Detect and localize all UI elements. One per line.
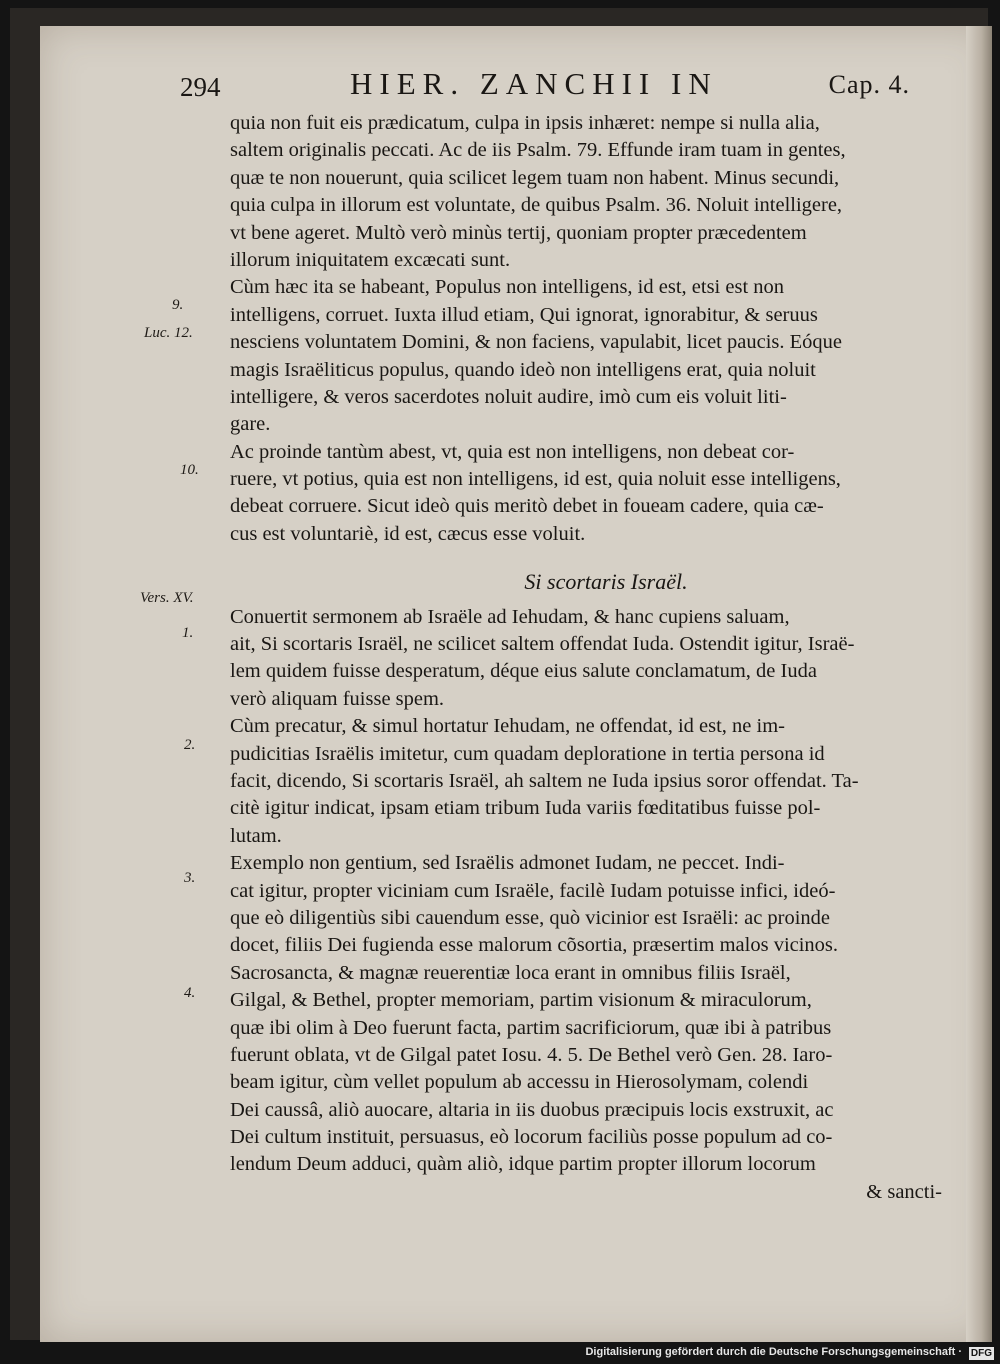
margin-note-3: 3.: [184, 870, 196, 886]
text-line: quæ te non nouerunt, quia scilicet legem tuam non habent. Minus secundi,: [230, 166, 840, 189]
text-line: Dei caussâ, aliò auocare, altaria in iis duobus præcipuis locis exstruxit, ac: [230, 1098, 834, 1121]
text-line: docet, filiis Dei fugienda esse malorum cõsortia, præsertim malos vicinos.: [230, 934, 839, 957]
text-line: Dei cultum instituit, persuasus, eò locorum faciliùs posse populum ad co-: [230, 1126, 833, 1149]
text-line: beam igitur, cùm vellet populum ab accessu in Hierosolymam, colendi: [230, 1071, 809, 1094]
paragraph: [230, 110, 942, 274]
margin-note-vers: Vers. XV.: [140, 590, 194, 606]
text-line: que eò diligentiùs sibi cauendum esse, quò vicinior est Israëli: ac proinde: [230, 906, 831, 929]
text-line: Exemplo non gentium, sed Israëlis admonet Iudam, ne peccet. Indi-: [230, 852, 785, 875]
text-line: illorum iniquitatem excæcati sunt.: [230, 248, 511, 271]
text-line: Ac proinde tantùm abest, vt, quia est non intelligens, non debeat cor-: [230, 440, 795, 463]
page-spine-shadow: [966, 26, 992, 1342]
margin-note-2: 2.: [184, 737, 196, 753]
text-line: fuerunt oblata, vt de Gilgal patet Iosu. 4. 5. De Bethel verò Gen. 28. Iaro-: [230, 1043, 833, 1066]
text-line: ait, Si scortaris Israël, ne scilicet saltem offendat Iuda. Ostendit igitur, Israë-: [230, 633, 855, 656]
text-line: Cùm hæc ita se habeant, Populus non intelligens, id est, etsi est non: [230, 276, 785, 299]
text-line: gare.: [230, 413, 271, 436]
text-line: ruere, vt potius, quia est non intelligens, id est, quia noluit esse intelligens,: [230, 468, 841, 491]
margin-note-4: 4.: [184, 985, 196, 1001]
text-line: quia non fuit eis prædicatum, culpa in ipsis inhæret: nempe si nulla alia,: [230, 112, 820, 134]
text-line: cus est voluntariè, id est, cæcus esse voluit.: [230, 522, 586, 545]
text-line: vt bene ageret. Multò verò minùs tertij, quoniam propter præcedentem: [230, 221, 807, 244]
margin-note-luc: Luc. 12.: [144, 325, 193, 341]
footer-bar: [0, 1344, 1000, 1364]
dfg-logo: DFG: [970, 1348, 992, 1359]
text-line: quæ ibi olim à Deo fuerunt facta, partim sacrificiorum, quæ ibi à patribus: [230, 1016, 832, 1039]
page-number: 294: [180, 72, 221, 102]
text-line: citè igitur indicat, ipsam etiam tribum Iuda variis fœditatibus fuisse pol-: [230, 797, 821, 820]
text-line: debeat corruere. Sicut ideò quis meritò debet in foueam cadere, quia cæ-: [230, 495, 824, 518]
spacer: [230, 596, 942, 604]
text-line: facit, dicendo, Si scortaris Israël, ah saltem ne Iuda ipsius soror offendat. Ta-: [230, 769, 859, 792]
section-heading: Si scortaris Israël.: [524, 569, 688, 595]
text-line: quia culpa in illorum est voluntate, de quibus Psalm. 36. Noluit intelligere,: [230, 194, 843, 217]
spacer: [230, 548, 942, 568]
text-line: Cùm precatur, & simul hortatur Iehudam, ne offendat, id est, ne im-: [230, 715, 786, 738]
paragraph: [230, 439, 942, 549]
text-line: lendum Deum adduci, quàm aliò, idque partim propter illorum locorum: [230, 1153, 816, 1176]
text-line: saltem originalis peccati. Ac de iis Psalm. 79. Effunde iram tuam in gentes,: [230, 139, 846, 162]
paragraph: [230, 850, 942, 960]
margin-note-9: 9.: [172, 297, 184, 313]
text-line: lem quidem fuisse desperatum, déque eius salute conclamatum, de Iuda: [230, 660, 817, 683]
margin-note-1: 1.: [182, 625, 194, 641]
text-line: intelligens, corruet. Iuxta illud etiam, Qui ignorat, ignorabitur, & seruus: [230, 303, 818, 326]
text-line: magis Israëliticus populus, quando ideò non intelligens erat, quia noluit: [230, 358, 816, 381]
text-line: pudicitias Israëlis imitetur, cum quadam deploratione in tertia persona id: [230, 742, 825, 765]
margin-note-10: 10.: [180, 462, 199, 478]
text-line: nesciens voluntatem Domini, & non faciens, vapulabit, licet paucis. Eóque: [230, 331, 842, 354]
paragraph: [230, 274, 942, 438]
text-line: Gilgal, & Bethel, propter memoriam, partim visionum & miraculorum,: [230, 989, 812, 1012]
text-line: lutam.: [230, 824, 282, 847]
chapter-label: Cap. 4.: [828, 70, 910, 99]
paragraph: [230, 960, 942, 1179]
catchword: & sancti-: [866, 1180, 942, 1203]
text-line: verò aliquam fuisse spem.: [230, 687, 445, 710]
body-text: [230, 110, 942, 1206]
running-title: HIER. ZANCHII IN: [350, 66, 718, 101]
page-header: [180, 66, 940, 106]
paragraph: [230, 713, 942, 850]
paragraph: [230, 604, 942, 714]
footer-credit: Digitalisierung gefördert durch die Deutsche Forschungsgemeinschaft ·: [585, 1346, 962, 1358]
text-line: intelligere, & veros sacerdotes noluit audire, imò cum eis voluit liti-: [230, 385, 787, 408]
text-line: Conuertit sermonem ab Israële ad Iehudam, & hanc cupiens saluam,: [230, 605, 790, 628]
text-line: Sacrosancta, & magnæ reuerentiæ loca erant in omnibus filiis Israël,: [230, 961, 791, 984]
text-line: cat igitur, propter viciniam cum Israële, facilè Iudam potuisse infici, ideó-: [230, 879, 836, 902]
